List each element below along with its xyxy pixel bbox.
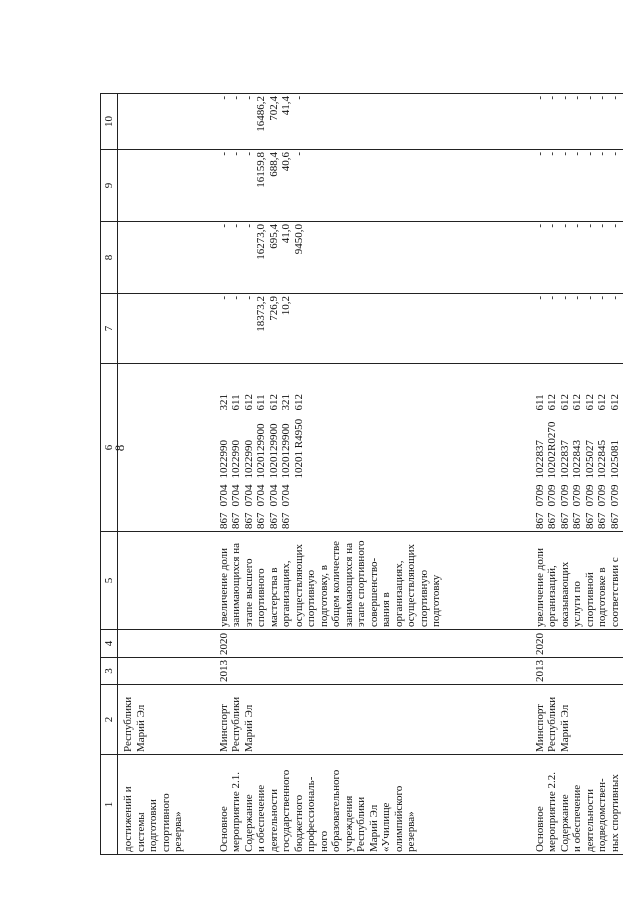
cell-year-2019-line: - [533,152,546,156]
cell-year-2019 [214,150,530,222]
header-col-2: 2 [101,685,118,755]
code-grbs-column [534,513,622,530]
code-rz: 0704 [242,484,255,507]
cell-year-2017-line: - [596,296,608,300]
cell-year-2018-line: - [608,224,621,228]
cell-name-line: Республики [355,796,367,852]
cell-year-2017-line: - [608,296,621,300]
rotated-table-wrapper [100,75,621,855]
cell-budget-codes [214,364,530,532]
cell-year-2020-line: - [217,96,230,100]
cell-year-2017-line: 10,2 [280,296,292,316]
cell-year-2017 [214,294,530,364]
code-vr: 611 [230,394,242,411]
cell-indicator-line: общем количестве [330,540,342,627]
cell-executor-line: Марий Эл [558,704,571,752]
code-grbs: 867 [230,512,242,529]
code-csr: 1022990 [230,440,242,479]
code-csr: 1020129900 [280,423,292,479]
header-row [101,94,118,855]
cell-year-2018-line: - [533,224,546,228]
cell-year-2019-line: - [292,152,305,156]
cell-year-2017-line: - [546,296,558,300]
cell-year-2019-line: - [583,152,596,156]
cell-year-2018-line: - [558,224,571,228]
code-rz: 0704 [230,484,242,507]
code-vr: 612 [267,394,280,411]
cell-executor [118,685,214,755]
cell-indicator-line: организациях, [280,560,292,627]
cell-name-line: спортивного [159,793,172,852]
code-csr: 10202R0270 [546,421,558,479]
cell-indicator-line: осуществляющих [292,544,305,627]
cell-year-2017-line: - [558,296,571,300]
header-col-7: 7 [101,294,118,364]
cell-year-2019-line: 40,6 [280,152,292,172]
cell-executor-line: Марий Эл [242,704,255,752]
code-rz-column [218,485,306,507]
code-csr: 1025081 [608,440,621,479]
cell-year-2017-line: - [533,296,546,300]
cell-end-year: 2020 [214,630,530,658]
cell-year-2020-line: - [608,96,621,100]
cell-name-line: Основное [217,806,230,852]
cell-indicator [118,532,214,630]
code-vr-column [534,394,622,411]
code-vr: 611 [533,394,546,411]
cell-year-2019-line: - [558,152,571,156]
cell-executor-line: Марий Эл [134,704,147,752]
cell-name-line: «Училище [380,802,392,852]
code-csr: 1020129900 [255,423,267,479]
code-rz: 0704 [280,484,292,507]
cell-executor-line: Республики [230,696,242,752]
budget-table [100,93,623,855]
cell-indicator-line: подготовку, в [317,565,330,627]
code-grbs: 867 [242,512,255,529]
table-body [118,94,624,855]
code-vr: 612 [608,394,621,411]
code-vr: 612 [292,394,305,411]
code-csr: 1022990 [242,440,255,479]
cell-indicator-line: занимающихся на [230,543,242,627]
cell-budget-codes [118,364,214,532]
code-csr: 1022843 [571,440,583,479]
cell-year-2020-line: - [558,96,571,100]
code-grbs: 867 [217,512,230,529]
cell-end-year [118,630,214,658]
code-rz: 0709 [571,484,583,507]
cell-year-2019-line: - [546,152,558,156]
cell-year-2017-line: 18373,2 [255,296,267,332]
header-col-4: 4 [101,630,118,658]
cell-year-2019 [530,150,624,222]
code-rz: 0709 [596,484,608,507]
cell-year-2020-line: - [571,96,583,100]
code-grbs: 867 [558,512,571,529]
cell-indicator-line: подготовку [430,574,442,627]
cell-name-line: Содержание [242,794,255,852]
cell-year-2018-line: - [546,224,558,228]
cell-name-line: резерва» [405,811,417,852]
cell-indicator-line: спортивного [255,568,267,627]
cell-year-2019-line: 688,4 [267,152,280,177]
code-vr: 321 [217,394,230,411]
table-row [530,94,624,855]
cell-executor-line: Минспорт [217,704,230,752]
cell-indicator-line: услуги по [571,581,583,627]
cell-year-2020 [530,94,624,150]
page-number: 8 [112,444,127,452]
cell-year-2019-line: - [571,152,583,156]
cell-year-2019-line: - [217,152,230,156]
cell-year-2017 [118,294,214,364]
cell-name-line: профессиональ- [305,776,317,852]
cell-indicator-line: осуществляющих [405,544,417,627]
cell-year-2018-line: - [583,224,596,228]
cell-year-2017-line: 726,9 [267,296,280,321]
header-col-10: 10 [101,94,118,150]
code-csr: 10201 R4950 [292,418,305,479]
cell-indicator-line: спортивную [417,569,430,627]
cell-indicator-line: спортивной [583,572,596,627]
code-csr: 1022837 [558,440,571,479]
code-grbs: 867 [571,512,583,529]
header-col-1: 1 [101,755,118,855]
cell-name-line: мероприятие 2.1. [230,771,242,852]
code-csr-column [534,417,622,479]
cell-year-2020-line: - [533,96,546,100]
cell-executor-line: Минспорт [533,704,546,752]
cell-year-2018-line: 41,0 [280,224,292,244]
cell-year-2018-line: - [242,224,255,228]
cell-indicator-line: этапе спортивного [355,540,367,627]
code-vr: 612 [571,394,583,411]
cell-start-year [118,658,214,685]
code-rz: 0704 [217,484,230,507]
code-csr: 1022845 [596,440,608,479]
cell-name-line: государственного [280,769,292,852]
cell-indicator-line: этапе высшего [242,558,255,627]
cell-year-2018-line: 695,4 [267,224,280,249]
cell-name-line: Основное [533,806,546,852]
code-grbs: 867 [533,512,546,529]
cell-year-2019-line: - [608,152,621,156]
cell-year-2018-line: - [217,224,230,228]
code-vr: 612 [558,394,571,411]
code-grbs: 867 [546,512,558,529]
code-grbs: 867 [280,512,292,529]
header-col-5: 5 [101,532,118,630]
cell-indicator-line: оказывающих [558,561,571,627]
cell-year-2018 [118,222,214,294]
code-rz-column [534,485,622,507]
code-csr: 1022990 [217,440,230,479]
code-grbs: 867 [267,512,280,529]
code-rz: 0709 [608,484,621,507]
code-rz: 0709 [583,484,596,507]
cell-indicator-line: организаций, [546,565,558,627]
cell-budget-codes [530,364,624,532]
cell-name-line: подготовки [147,799,159,852]
cell-executor [530,685,624,755]
cell-year-2020 [214,94,530,150]
cell-year-2018-line: - [230,224,242,228]
code-rz: 0704 [255,484,267,507]
code-vr: 321 [280,394,292,411]
cell-indicator [530,532,624,630]
cell-year-2017-line: - [217,296,230,300]
cell-end-year: 2020 [530,630,624,658]
code-rz: 0709 [533,484,546,507]
cell-year-2018-line: 16273,0 [255,224,267,260]
cell-name-line: олимпийского [392,785,405,852]
cell-name [530,755,624,855]
cell-name-line: учреждения [342,795,355,852]
code-csr: 1022837 [533,440,546,479]
cell-year-2020-line: - [292,96,305,100]
code-vr: 612 [546,394,558,411]
cell-name-line: Марий Эл [367,804,380,852]
code-vr: 612 [583,394,596,411]
code-vr: 611 [255,394,267,411]
cell-executor-line: Республики [122,696,134,752]
code-csr: 1020129900 [267,423,280,479]
cell-year-2020-line: - [546,96,558,100]
cell-executor [214,685,530,755]
cell-name-line: системы [134,812,147,852]
cell-indicator-line: соответствии с [608,557,621,627]
code-grbs: 867 [608,512,621,529]
cell-indicator-line: подготовке в [596,567,608,627]
code-grbs: 867 [583,512,596,529]
cell-start-year: 2013 [214,658,530,685]
code-grbs-column [218,513,306,530]
cell-name-line: ного [317,830,330,852]
cell-name-line: образовательного [330,769,342,852]
cell-indicator-line: увеличение доли [533,547,546,627]
cell-year-2018-line: 9450,0 [292,224,305,255]
code-csr: 1025027 [583,440,596,479]
header-col-6: 6 [101,364,118,532]
code-rz: 0709 [558,484,571,507]
cell-year-2020-line: - [242,96,255,100]
cell-name-line: подведомствен- [596,778,608,852]
cell-year-2018 [214,222,530,294]
cell-start-year: 2013 [530,658,624,685]
cell-indicator-line: занимающихся на [342,543,355,627]
cell-indicator-line: организациях, [392,560,405,627]
cell-name-line: деятельности [267,789,280,852]
cell-year-2017-line: - [230,296,242,300]
codes-grid [218,366,306,529]
codes-grid [534,366,622,529]
table-row [118,94,214,855]
cell-year-2019-line: - [242,152,255,156]
cell-year-2019 [118,150,214,222]
cell-year-2019-line: - [596,152,608,156]
cell-name-line: деятельности [583,789,596,852]
cell-year-2020 [118,94,214,150]
cell-indicator [214,532,530,630]
header-col-3: 3 [101,658,118,685]
code-vr: 612 [596,394,608,411]
cell-year-2020-line: - [596,96,608,100]
cell-year-2018 [530,222,624,294]
cell-indicator-line: мастерства в [267,567,280,627]
cell-name-line: Содержание [558,794,571,852]
code-grbs: 867 [255,512,267,529]
code-vr: 612 [242,394,255,411]
cell-indicator-line: совершенство- [367,557,380,627]
table-row [214,94,530,855]
cell-year-2020-line: 41,4 [280,96,292,116]
cell-name-line: резерва» [172,811,184,852]
cell-name [118,755,214,855]
cell-name-line: мероприятие 2.2. [546,771,558,852]
cell-year-2020-line: 702,4 [267,96,280,121]
cell-year-2019-line: 16159,8 [255,152,267,188]
header-col-9: 9 [101,150,118,222]
cell-indicator-line: вания в [380,592,392,627]
cell-year-2020-line: - [230,96,242,100]
cell-year-2020-line: 16486,2 [255,96,267,132]
cell-name-line: бюджетного [292,794,305,852]
cell-year-2017-line: - [583,296,596,300]
cell-year-2019-line: - [230,152,242,156]
cell-year-2017 [530,294,624,364]
cell-name-line: и обеспечение [571,784,583,852]
cell-indicator-line: увеличение доли [217,547,230,627]
cell-year-2017-line: - [571,296,583,300]
code-csr-column [218,417,306,479]
cell-year-2018-line: - [571,224,583,228]
cell-year-2018-line: - [596,224,608,228]
code-rz: 0704 [267,484,280,507]
cell-year-2020-line: - [583,96,596,100]
code-vr-column [218,394,306,411]
cell-indicator-line: спортивную [305,569,317,627]
code-rz: 0709 [546,484,558,507]
cell-name-line: и обеспечение [255,784,267,852]
cell-name [214,755,530,855]
cell-name-line: достижений и [122,786,134,852]
cell-year-2017-line: - [242,296,255,300]
cell-name-line: ных спортивных [608,774,621,852]
cell-executor-line: Республики [546,696,558,752]
code-grbs: 867 [596,512,608,529]
header-col-8: 8 [101,222,118,294]
